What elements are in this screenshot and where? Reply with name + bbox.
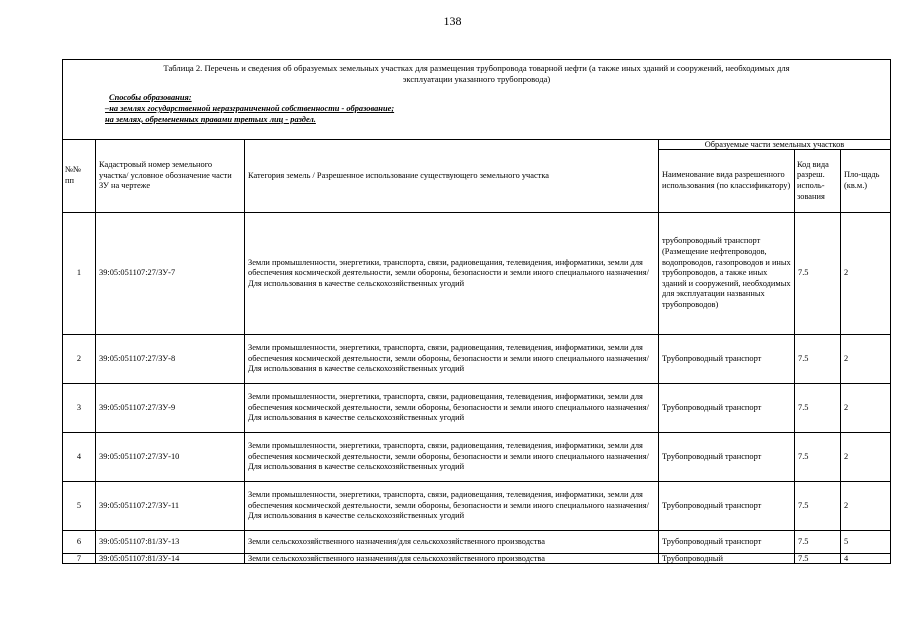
cell-num: 5 (63, 482, 96, 531)
cell-area: 2 (841, 213, 891, 335)
header-code: Код вида разреш. исполь-зования (795, 150, 841, 213)
cell-use: Трубопроводный транспорт (659, 384, 795, 433)
cell-category: Земли сельскохозяйственного назначения/для сельскохозяйственного производства (245, 554, 659, 564)
cell-num: 6 (63, 531, 96, 554)
cell-cadastral: 39:05:051107:81/ЗУ-13 (96, 531, 245, 554)
header-row (63, 140, 891, 150)
cell-category: Земли промышленности, энергетики, транспорта, связи, радиовещания, телевидения, информатики, земли для обеспечения космической деятельности, земли обороны, безопасности и земли иного специального назначения/Для использования в качестве сельскохозяйственных угодий (245, 213, 659, 335)
cell-area: 4 (841, 554, 891, 564)
land-plots-table (62, 59, 891, 564)
formation-method-item: –на землях государственной неразграниченной собственности - образование; (105, 103, 395, 113)
cell-category: Земли промышленности, энергетики, транспорта, связи, радиовещания, телевидения, информатики, земли для обеспечения космической деятельности, земли обороны, безопасности и земли иного специального назначения/Для использования в качестве сельскохозяйственных угодий (245, 433, 659, 482)
cell-num: 1 (63, 213, 96, 335)
header-cadastral: Кадастровый номер земельного участка/ условное обозначение части ЗУ на чертеже (96, 140, 245, 213)
cell-code: 7.5 (795, 335, 841, 384)
cell-num: 4 (63, 433, 96, 482)
header-area: Пло-щадь (кв.м.) (841, 150, 891, 213)
cell-num: 3 (63, 384, 96, 433)
table-caption (63, 60, 891, 140)
cell-use: Трубопроводный транспорт (659, 335, 795, 384)
cell-area: 2 (841, 482, 891, 531)
page-number: 138 (443, 14, 462, 28)
cell-use: Трубопроводный (659, 554, 795, 564)
cell-use: трубопроводный транспорт (Размещение нефтепроводов, водопроводов, газопроводов и иных трубопроводов, а также иных зданий и сооружений, необходимых для эксплуатации названных трубопроводов) (659, 213, 795, 335)
cell-code: 7.5 (795, 384, 841, 433)
cell-code: 7.5 (795, 433, 841, 482)
header-num: №№ пп (63, 140, 96, 213)
cell-num: 2 (63, 335, 96, 384)
table-row (63, 433, 891, 482)
cell-cadastral: 39:05:051107:27/ЗУ-10 (96, 433, 245, 482)
cell-cadastral: 39:05:051107:27/ЗУ-8 (96, 335, 245, 384)
cell-code: 7.5 (795, 482, 841, 531)
cell-code: 7.5 (795, 554, 841, 564)
table-row (63, 384, 891, 433)
table-row (63, 213, 891, 335)
table-title: Таблица 2. Перечень и сведения об образуемых земельных участках для размещения трубопровода товарной нефти (а также иных зданий и сооружений, необходимых для эксплуатации указанного трубопровода) (163, 63, 790, 84)
cell-cadastral: 39:05:051107:81/ЗУ-14 (96, 554, 245, 564)
cell-num: 7 (63, 554, 96, 564)
cell-area: 2 (841, 433, 891, 482)
table-row (63, 335, 891, 384)
formation-methods-title: Способы образования: (109, 93, 192, 103)
cell-cadastral: 39:05:051107:27/ЗУ-7 (96, 213, 245, 335)
cell-area: 2 (841, 335, 891, 384)
header-category: Категория земель / Разрешенное использование существующего земельного участка (245, 140, 659, 213)
formation-methods (67, 93, 886, 125)
cell-category: Земли промышленности, энергетики, транспорта, связи, радиовещания, телевидения, информатики, земли для обеспечения космической деятельности, земли обороны, безопасности и земли иного специального назначения/Для использования в качестве сельскохозяйственных угодий (245, 482, 659, 531)
header-group: Образуемые части земельных участков (659, 140, 891, 150)
header-use-name: Наименование вида разрешенного использования (по классификатору) (659, 150, 795, 213)
cell-use: Трубопроводный транспорт (659, 433, 795, 482)
cell-cadastral: 39:05:051107:27/ЗУ-9 (96, 384, 245, 433)
cell-cadastral: 39:05:051107:27/ЗУ-11 (96, 482, 245, 531)
cell-code: 7.5 (795, 531, 841, 554)
table-row (63, 482, 891, 531)
cell-area: 5 (841, 531, 891, 554)
cell-category: Земли промышленности, энергетики, транспорта, связи, радиовещания, телевидения, информатики, земли для обеспечения космической деятельности, земли обороны, безопасности и земли иного специального назначения/Для использования в качестве сельскохозяйственных угодий (245, 384, 659, 433)
cell-use: Трубопроводный транспорт (659, 531, 795, 554)
formation-method-item: на землях, обремененных правами третьих лиц - раздел. (105, 114, 316, 124)
table-row (63, 531, 891, 554)
cell-code: 7.5 (795, 213, 841, 335)
table-row (63, 554, 891, 564)
cell-category: Земли промышленности, энергетики, транспорта, связи, радиовещания, телевидения, информатики, земли для обеспечения космической деятельности, земли обороны, безопасности и земли иного специального назначения/Для использования в качестве сельскохозяйственных угодий (245, 335, 659, 384)
caption-row (63, 60, 891, 140)
cell-category: Земли сельскохозяйственного назначения/для сельскохозяйственного производства (245, 531, 659, 554)
cell-use: Трубопроводный транспорт (659, 482, 795, 531)
cell-area: 2 (841, 384, 891, 433)
